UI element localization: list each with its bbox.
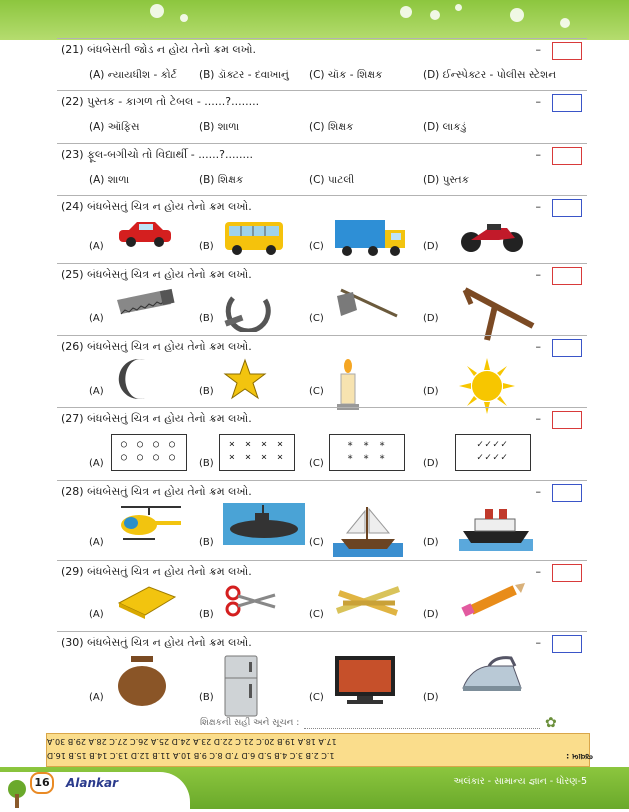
question-number: (30) [61,636,88,649]
sickle-icon [223,286,279,336]
motorbike-icon [459,218,525,258]
option-label-a: (A) [89,458,104,469]
scissors-icon [223,583,277,623]
option-d: (D) લાકડું [423,121,467,133]
answer-box[interactable] [552,564,582,582]
option-label-b: (B) [199,241,214,252]
symbol-row: ∗ ∗ ∗ [346,452,388,463]
symbol-box-c [329,434,405,471]
question-23 [57,143,587,196]
symbol-row: ✓✓✓✓ [476,439,510,450]
question-21 [57,38,587,91]
answer-key-line1: 1.C 2.B 3.C 4.B 5.D 6.D 7.D 8.C 9.B 10.A 11.B 12.D 13.C 14.B 15.B 16.D [47,751,335,760]
question-27 [57,407,587,480]
question-title [61,95,259,109]
question-text: બંધબેસતી જોડ ન હોય તેનો ક્રમ લખો. [87,43,257,56]
question-29 [57,560,587,631]
answer-dash: – [535,412,541,425]
option-label-b: (B) [199,458,214,469]
option-label-c: (C) [309,458,324,469]
question-title [61,565,252,579]
television-icon [333,654,397,710]
saw-icon [115,286,175,320]
question-text: બંધબેસતું ચિત્ર ન હોય તેનો ક્રમ લખો. [87,340,252,353]
question-22 [57,90,587,143]
question-text: પુસ્તક - કાગળ તો ટેબલ - ......?........ [87,95,260,108]
steamship-icon [459,503,533,555]
question-number: (23) [61,148,88,161]
question-25 [57,263,587,335]
option-label-c: (C) [309,241,324,252]
question-title [61,200,252,214]
option-b: (B) ડૉક્ટર - દવાખાનું [199,69,289,81]
question-number: (21) [61,43,88,56]
question-title [61,636,252,650]
option-label-a: (A) [89,386,104,397]
option-b: (B) શાળા [199,121,240,133]
option-label-b: (B) [199,692,214,703]
option-label-a: (A) [89,241,104,252]
option-a: (A) શાળા [89,174,130,186]
option-label-b: (B) [199,537,214,548]
clay-pot-icon [115,654,169,712]
teacher-sign-label: શિક્ષકની સહી અને સૂચન : [200,718,300,728]
option-label-c: (C) [309,692,324,703]
option-label-c: (C) [309,386,324,397]
symbol-row: ○ ○ ○ ○ [120,439,178,450]
option-label-b: (B) [199,386,214,397]
question-title [61,268,252,282]
question-title [61,148,253,162]
question-title [61,340,252,354]
question-text: ફૂલ-બગીચો તો વિદ્યાર્થી - ......?........ [87,148,253,161]
symbol-row: ○ ○ ○ ○ [120,452,178,463]
footer-title: અલંકાર - સામાન્ય જ્ઞાન - ધોરણ-5 [453,776,587,787]
option-label-a: (A) [89,537,104,548]
question-28 [57,480,587,559]
pencil-icon [459,583,529,621]
option-label-d: (D) [423,386,439,397]
question-30 [57,631,587,714]
answer-box[interactable] [552,147,582,165]
question-number: (28) [61,485,88,498]
flower-icon: ✿ [545,715,557,731]
option-label-c: (C) [309,609,324,620]
answer-box[interactable] [552,635,582,653]
symbol-box-a [111,434,187,471]
answer-box[interactable] [552,42,582,60]
answer-dash: – [535,200,541,213]
option-label-d: (D) [423,537,439,548]
answer-box[interactable] [552,94,582,112]
tree-icon [6,780,28,808]
symbol-row: × × × × [228,439,286,450]
question-number: (24) [61,200,88,213]
question-24 [57,195,587,263]
option-label-a: (A) [89,609,104,620]
option-d: (D) પુસ્તક [423,174,470,186]
symbol-box-b [219,434,295,471]
answer-box[interactable] [552,199,582,217]
question-number: (25) [61,268,88,281]
answer-box[interactable] [552,267,582,285]
answer-key-line2: 17.A 18.A 19.B 20.C 21.C 22.D 23.A 24.D 25.A 26.C 27.C 28.A 29.B 30.A [47,737,337,746]
option-label-a: (A) [89,313,104,324]
question-title [61,485,252,499]
question-text: બંધબેસતું ચિત્ર ન હોય તેનો ક્રમ લખો. [87,268,252,281]
question-title [61,43,256,57]
answer-dash: – [535,148,541,161]
book-icon [115,583,179,623]
option-label-d: (D) [423,313,439,324]
question-number: (22) [61,95,88,108]
question-text: બંધબેસતું ચિત્ર ન હોય તેનો ક્રમ લખો. [87,636,252,649]
answer-dash: – [535,43,541,56]
answer-dash: – [535,636,541,649]
option-b: (B) શિક્ષક [199,174,244,186]
answer-key-label: જવાબ : [566,752,593,761]
answer-key-box [46,733,593,767]
symbol-row: ∗ ∗ ∗ [346,439,388,450]
option-c: (C) પાટલી [309,174,355,186]
refrigerator-icon [223,654,259,722]
iron-icon [459,654,525,698]
question-26 [57,335,587,408]
option-label-c: (C) [309,313,324,324]
answer-dash: – [535,485,541,498]
answer-dash: – [535,340,541,353]
option-a: (A) ઑફિસ [89,121,140,133]
option-label-d: (D) [423,241,439,252]
option-label-d: (D) [423,609,439,620]
helicopter-icon [115,503,185,549]
option-label-d: (D) [423,692,439,703]
sticks-icon [333,583,403,623]
page-number: 16 [30,772,54,794]
answer-box[interactable] [552,411,582,429]
option-label-b: (B) [199,313,214,324]
bus-icon [223,218,285,262]
hoe-icon [333,286,399,326]
option-a: (A) ન્યાયધીશ - કોર્ટ [89,69,177,81]
option-label-d: (D) [423,458,439,469]
car-icon [115,218,175,252]
answer-dash: – [535,95,541,108]
option-d: (D) ઈન્સ્પેક્ટર - પોલીસ સ્ટેશન [423,69,557,81]
question-text: બંધબેસતું ચિત્ર ન હોય તેનો ક્રમ લખો. [87,485,252,498]
question-number: (26) [61,340,88,353]
question-number: (27) [61,412,88,425]
top-banner [0,0,629,40]
answer-dash: – [535,565,541,578]
submarine-icon [223,503,305,549]
teacher-sign-line [304,728,540,729]
option-c: (C) ચૉક - શિક્ષક [309,69,383,81]
option-c: (C) શિક્ષક [309,121,354,133]
answer-box[interactable] [552,484,582,502]
symbol-row: × × × × [228,452,286,463]
question-text: બંધબેસતું ચિત્ર ન હોય તેનો ક્રમ લખો. [87,412,252,425]
answer-box[interactable] [552,339,582,357]
option-label-b: (B) [199,609,214,620]
star-icon [223,358,267,404]
question-title [61,412,252,426]
symbol-box-d [455,434,531,471]
option-label-c: (C) [309,537,324,548]
option-label-a: (A) [89,692,104,703]
moon-icon [115,358,155,404]
question-number: (29) [61,565,88,578]
brand-logo: Alankar [66,776,119,790]
answer-dash: – [535,268,541,281]
sailing-ship-icon [333,503,403,561]
question-text: બંધબેસતું ચિત્ર ન હોય તેનો ક્રમ લખો. [87,200,252,213]
truck-icon [333,218,409,264]
symbol-row: ✓✓✓✓ [476,452,510,463]
question-text: બંધબેસતું ચિત્ર ન હોય તેનો ક્રમ લખો. [87,565,252,578]
